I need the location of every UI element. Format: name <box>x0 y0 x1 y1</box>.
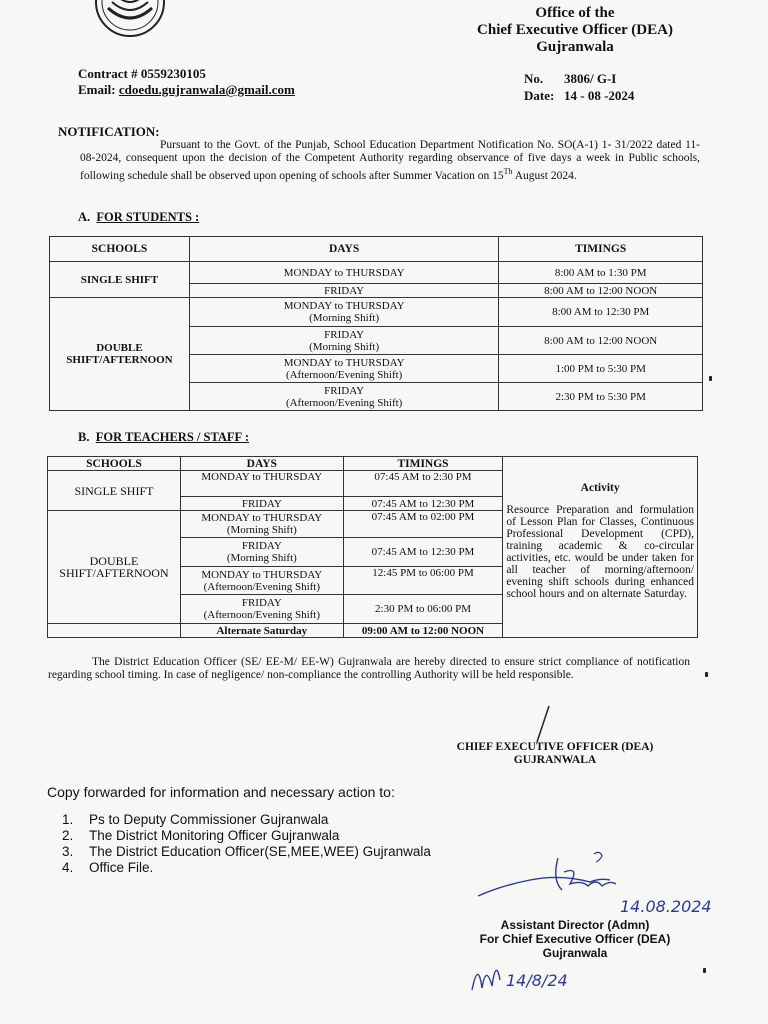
col-header-schools: SCHOOLS <box>48 457 181 471</box>
office-line1: Office of the <box>535 5 615 21</box>
days-cell <box>180 595 343 624</box>
list-text: The District Monitoring Officer Gujranwala <box>89 828 340 843</box>
notification-body <box>80 139 700 183</box>
days-cell <box>189 383 498 411</box>
date-label: Date: <box>524 88 555 103</box>
days-cell <box>189 327 498 355</box>
alternate-saturday-timing: 09:00 AM to 12:00 NOON <box>343 624 503 638</box>
list-item <box>62 828 431 844</box>
school-double-line2: SHIFT/AFTERNOON <box>59 566 169 580</box>
col-header-days: DAYS <box>180 457 343 471</box>
list-number: 3. <box>62 844 74 859</box>
contract-value: 0559230105 <box>140 66 206 81</box>
contact-info <box>78 66 295 98</box>
timing-cell: 8:00 AM to 1:30 PM <box>499 262 703 284</box>
no-label: No. <box>524 71 544 86</box>
list-text: Office File. <box>89 860 154 875</box>
office-heading <box>440 5 710 56</box>
ceo-signature-block <box>420 741 690 767</box>
closing-text: The District Education Officer (SE/ EE-M/ EE-W) Gujranwala are hereby directed to ensure strict compliance of notification regarding school timing. In case of negligence/ non-compliance the controlling Authority will be held responsible. <box>48 656 690 681</box>
days-sub: (Afternoon/Evening Shift) <box>285 368 403 381</box>
initials-date: 14/8/24 <box>506 971 568 990</box>
days-cell <box>180 511 343 538</box>
days-cell: FRIDAY <box>189 284 498 298</box>
days-cell: FRIDAY <box>180 497 343 511</box>
list-number: 1. <box>62 812 74 827</box>
col-header-schools: SCHOOLS <box>50 237 190 262</box>
list-text: Ps to Deputy Commissioner Gujranwala <box>89 812 329 827</box>
notification-text-end: August 2024. <box>512 169 577 182</box>
list-number: 4. <box>62 860 74 875</box>
days-cell <box>180 538 343 567</box>
school-single-shift: SINGLE SHIFT <box>50 262 190 298</box>
office-line2: Chief Executive Officer (DEA) <box>477 22 673 38</box>
days-sub: (Morning Shift) <box>226 524 297 536</box>
days-main: FRIDAY <box>241 540 282 552</box>
timing-cell: 8:00 AM to 12:30 PM <box>499 298 703 327</box>
timing-cell: 07:45 AM to 02:00 PM <box>343 511 503 538</box>
list-text: The District Education Officer(SE,MEE,WEE) Gujranwala <box>89 844 431 859</box>
closing-paragraph <box>48 656 690 682</box>
timing-cell: 8:00 AM to 12:00 NOON <box>499 284 703 298</box>
scan-mark <box>703 968 706 973</box>
activity-header: Activity <box>580 482 620 494</box>
contract-label: Contract # <box>78 66 138 81</box>
students-timing-table <box>49 236 703 411</box>
empty-cell <box>48 624 181 638</box>
days-sub: (Afternoon/Evening Shift) <box>203 609 321 621</box>
list-item <box>62 812 431 828</box>
school-single-shift: SINGLE SHIFT <box>48 471 181 511</box>
timing-cell: 1:00 PM to 5:30 PM <box>499 355 703 383</box>
days-main: FRIDAY <box>324 328 365 341</box>
handwritten-signature <box>470 850 720 920</box>
alternate-saturday-cell: Alternate Saturday <box>180 624 343 638</box>
copy-list <box>62 812 431 876</box>
section-b-title: FOR TEACHERS / STAFF : <box>95 430 249 444</box>
ad-location: Gujranwala <box>542 946 608 960</box>
teachers-timing-table <box>47 456 698 638</box>
notification-sup: Th <box>503 167 513 176</box>
timing-cell: 2:30 PM to 06:00 PM <box>343 595 503 624</box>
days-main: MONDAY to THURSDAY <box>201 568 323 581</box>
section-b-heading <box>78 430 249 445</box>
timing-cell: 12:45 PM to 06:00 PM <box>343 567 503 595</box>
copy-forwarded-heading: Copy forwarded for information and necessary action to: <box>47 784 395 800</box>
days-sub: (Morning Shift) <box>309 312 380 324</box>
email-label: Email: <box>78 82 116 97</box>
reference-block <box>524 70 634 104</box>
days-main: FRIDAY <box>241 597 282 609</box>
timing-cell: 2:30 PM to 5:30 PM <box>499 383 703 411</box>
days-cell <box>189 355 498 383</box>
table-header-row <box>48 457 698 471</box>
timing-cell: 07:45 AM to 12:30 PM <box>343 497 503 511</box>
col-header-days: DAYS <box>189 237 498 262</box>
days-cell: MONDAY to THURSDAY <box>189 262 498 284</box>
list-item <box>62 844 431 860</box>
days-main: FRIDAY <box>324 384 365 397</box>
days-sub: (Afternoon/Evening Shift) <box>285 396 403 409</box>
days-main: MONDAY to THURSDAY <box>201 512 323 524</box>
date-value: 14 - 08 -2024 <box>564 88 635 103</box>
table-header-row <box>50 237 703 262</box>
office-line3: Gujranwala <box>536 39 614 55</box>
timing-cell: 8:00 AM to 12:00 NOON <box>499 327 703 355</box>
days-sub: (Afternoon/Evening Shift) <box>203 580 321 593</box>
school-double-line2: SHIFT/AFTERNOON <box>66 354 173 366</box>
table-row <box>50 262 703 284</box>
list-number: 2. <box>62 828 74 843</box>
list-item <box>62 860 431 876</box>
table-row <box>50 298 703 327</box>
ad-title: Assistant Director (Admn) <box>500 918 650 932</box>
ceo-title: CHIEF EXECUTIVE OFFICER (DEA) <box>456 741 654 753</box>
days-sub: (Morning Shift) <box>309 340 380 353</box>
section-a-letter: A. <box>78 210 91 224</box>
days-cell <box>189 298 498 327</box>
email-link[interactable]: cdoedu.gujranwala@gmail.com <box>118 82 295 97</box>
col-header-timings: TIMINGS <box>499 237 703 262</box>
notification-heading: NOTIFICATION: <box>58 124 160 139</box>
days-sub: (Morning Shift) <box>226 552 297 564</box>
activity-text: Resource Preparation and formulation of Lesson Plan for Classes, Continuous Professional Development (CPD), training academic & co-circular activities, etc. would be under taken for all teacher of morning/afternoon/ evening shift schools during enhanced school hours and on alternate Saturday. <box>506 504 694 600</box>
no-value: 3806/ G-I <box>564 71 617 86</box>
activity-column <box>503 457 698 638</box>
school-double-line1: DOUBLE <box>89 554 139 568</box>
ad-for-ceo: For Chief Executive Officer (DEA) <box>479 932 671 946</box>
school-double-shift <box>50 298 190 411</box>
col-header-timings: TIMINGS <box>343 457 503 471</box>
scan-mark <box>705 672 708 677</box>
school-double-line1: DOUBLE <box>96 342 143 354</box>
notification-text: Pursuant to the Govt. of the Punjab, School Education Department Notification No. SO(A-1) 1- 31/2022 dated 11-08-2024, consequent upon the decision of the Competent Authority regarding observance of five days a week in Public schools, following schedule shall be observed upon opening of schools after Summer Vacation on 15 <box>80 139 700 182</box>
punjab-emblem-logo <box>84 0 176 38</box>
handwritten-date: 14.08.2024 <box>620 897 712 916</box>
school-double-shift <box>48 511 181 624</box>
days-main: MONDAY to THURSDAY <box>283 300 405 312</box>
days-main: MONDAY to THURSDAY <box>283 356 405 369</box>
handwritten-initials <box>466 950 596 1005</box>
section-a-title: FOR STUDENTS : <box>96 210 200 224</box>
days-cell <box>180 567 343 595</box>
scan-mark <box>709 376 712 381</box>
timing-cell: 07:45 AM to 2:30 PM <box>343 471 503 497</box>
section-b-letter: B. <box>78 430 90 444</box>
ceo-signature-stroke <box>533 704 553 744</box>
section-a-heading <box>78 210 199 225</box>
ceo-location: GUJRANWALA <box>513 754 597 766</box>
days-cell: MONDAY to THURSDAY <box>180 471 343 497</box>
timing-cell: 07:45 AM to 12:30 PM <box>343 538 503 567</box>
